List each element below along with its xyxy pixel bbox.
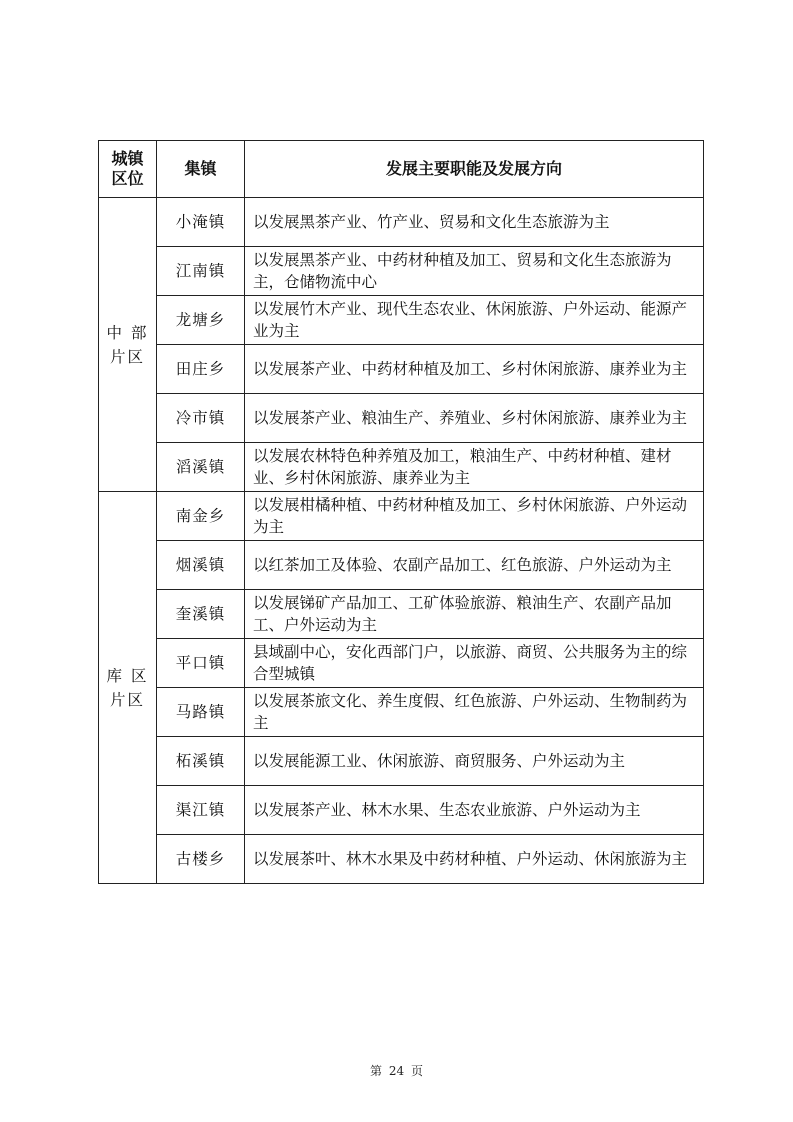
table-row: [99, 590, 704, 639]
town-name: 田庄乡: [157, 345, 245, 394]
town-name: 平口镇: [157, 639, 245, 688]
table-row: [99, 541, 704, 590]
town-function: 以发展茶叶、林木水果及中药材种植、户外运动、休闲旅游为主: [245, 835, 704, 884]
town-function: 以发展黑茶产业、中药材种植及加工、贸易和文化生态旅游为主，仓储物流中心: [245, 247, 704, 296]
town-function: 以发展柑橘种植、中药材种植及加工、乡村休闲旅游、户外运动为主: [245, 492, 704, 541]
table-row: [99, 737, 704, 786]
town-function: 以发展茶旅文化、养生度假、红色旅游、户外运动、生物制药为主: [245, 688, 704, 737]
table-row: [99, 198, 704, 247]
table-row: [99, 639, 704, 688]
town-function-table: [98, 140, 704, 884]
town-name: 古楼乡: [157, 835, 245, 884]
town-name: 烟溪镇: [157, 541, 245, 590]
table-row: [99, 247, 704, 296]
town-function: 以发展能源工业、休闲旅游、商贸服务、户外运动为主: [245, 737, 704, 786]
town-name: 江南镇: [157, 247, 245, 296]
page-number: 第 24 页: [370, 1064, 423, 1078]
town-name: 龙塘乡: [157, 296, 245, 345]
town-function: 以发展茶产业、中药材种植及加工、乡村休闲旅游、康养业为主: [245, 345, 704, 394]
town-function: 以红茶加工及体验、农副产品加工、红色旅游、户外运动为主: [245, 541, 704, 590]
header-town: 集镇: [157, 141, 245, 198]
zone-reservoir: [99, 492, 157, 884]
table-header-row: [99, 141, 704, 198]
town-function: 以发展茶产业、粮油生产、养殖业、乡村休闲旅游、康养业为主: [245, 394, 704, 443]
town-function: 以发展农林特色种养殖及加工，粮油生产、中药材种植、建材业、乡村休闲旅游、康养业为主: [245, 443, 704, 492]
header-area: [99, 141, 157, 198]
town-function: 县域副中心，安化西部门户，以旅游、商贸、公共服务为主的综合型城镇: [245, 639, 704, 688]
zone-label-line1: 库 区: [106, 666, 149, 685]
table-row: [99, 394, 704, 443]
zone-label-line1: 中 部: [106, 323, 149, 342]
town-name: 奎溪镇: [157, 590, 245, 639]
town-name: 渠江镇: [157, 786, 245, 835]
town-name: 柘溪镇: [157, 737, 245, 786]
zone-label-line2: 片区: [109, 690, 145, 709]
zone-central: [99, 198, 157, 492]
table-row: [99, 296, 704, 345]
table-row: [99, 443, 704, 492]
town-function: 以发展黑茶产业、竹产业、贸易和文化生态旅游为主: [245, 198, 704, 247]
town-function: 以发展茶产业、林木水果、生态农业旅游、户外运动为主: [245, 786, 704, 835]
header-function: 发展主要职能及发展方向: [245, 141, 704, 198]
table-row: [99, 786, 704, 835]
table-row: [99, 688, 704, 737]
header-area-line2: 区位: [111, 169, 144, 188]
town-function: 以发展锑矿产品加工、工矿体验旅游、粮油生产、农副产品加工、户外运动为主: [245, 590, 704, 639]
table-row: [99, 492, 704, 541]
town-function: 以发展竹木产业、现代生态农业、休闲旅游、户外运动、能源产业为主: [245, 296, 704, 345]
table-row: [99, 835, 704, 884]
town-name: 马路镇: [157, 688, 245, 737]
town-name: 南金乡: [157, 492, 245, 541]
town-name: 冷市镇: [157, 394, 245, 443]
zone-label-line2: 片区: [109, 347, 145, 366]
town-name: 滔溪镇: [157, 443, 245, 492]
table-row: [99, 345, 704, 394]
town-name: 小淹镇: [157, 198, 245, 247]
header-area-line1: 城镇: [111, 149, 144, 168]
